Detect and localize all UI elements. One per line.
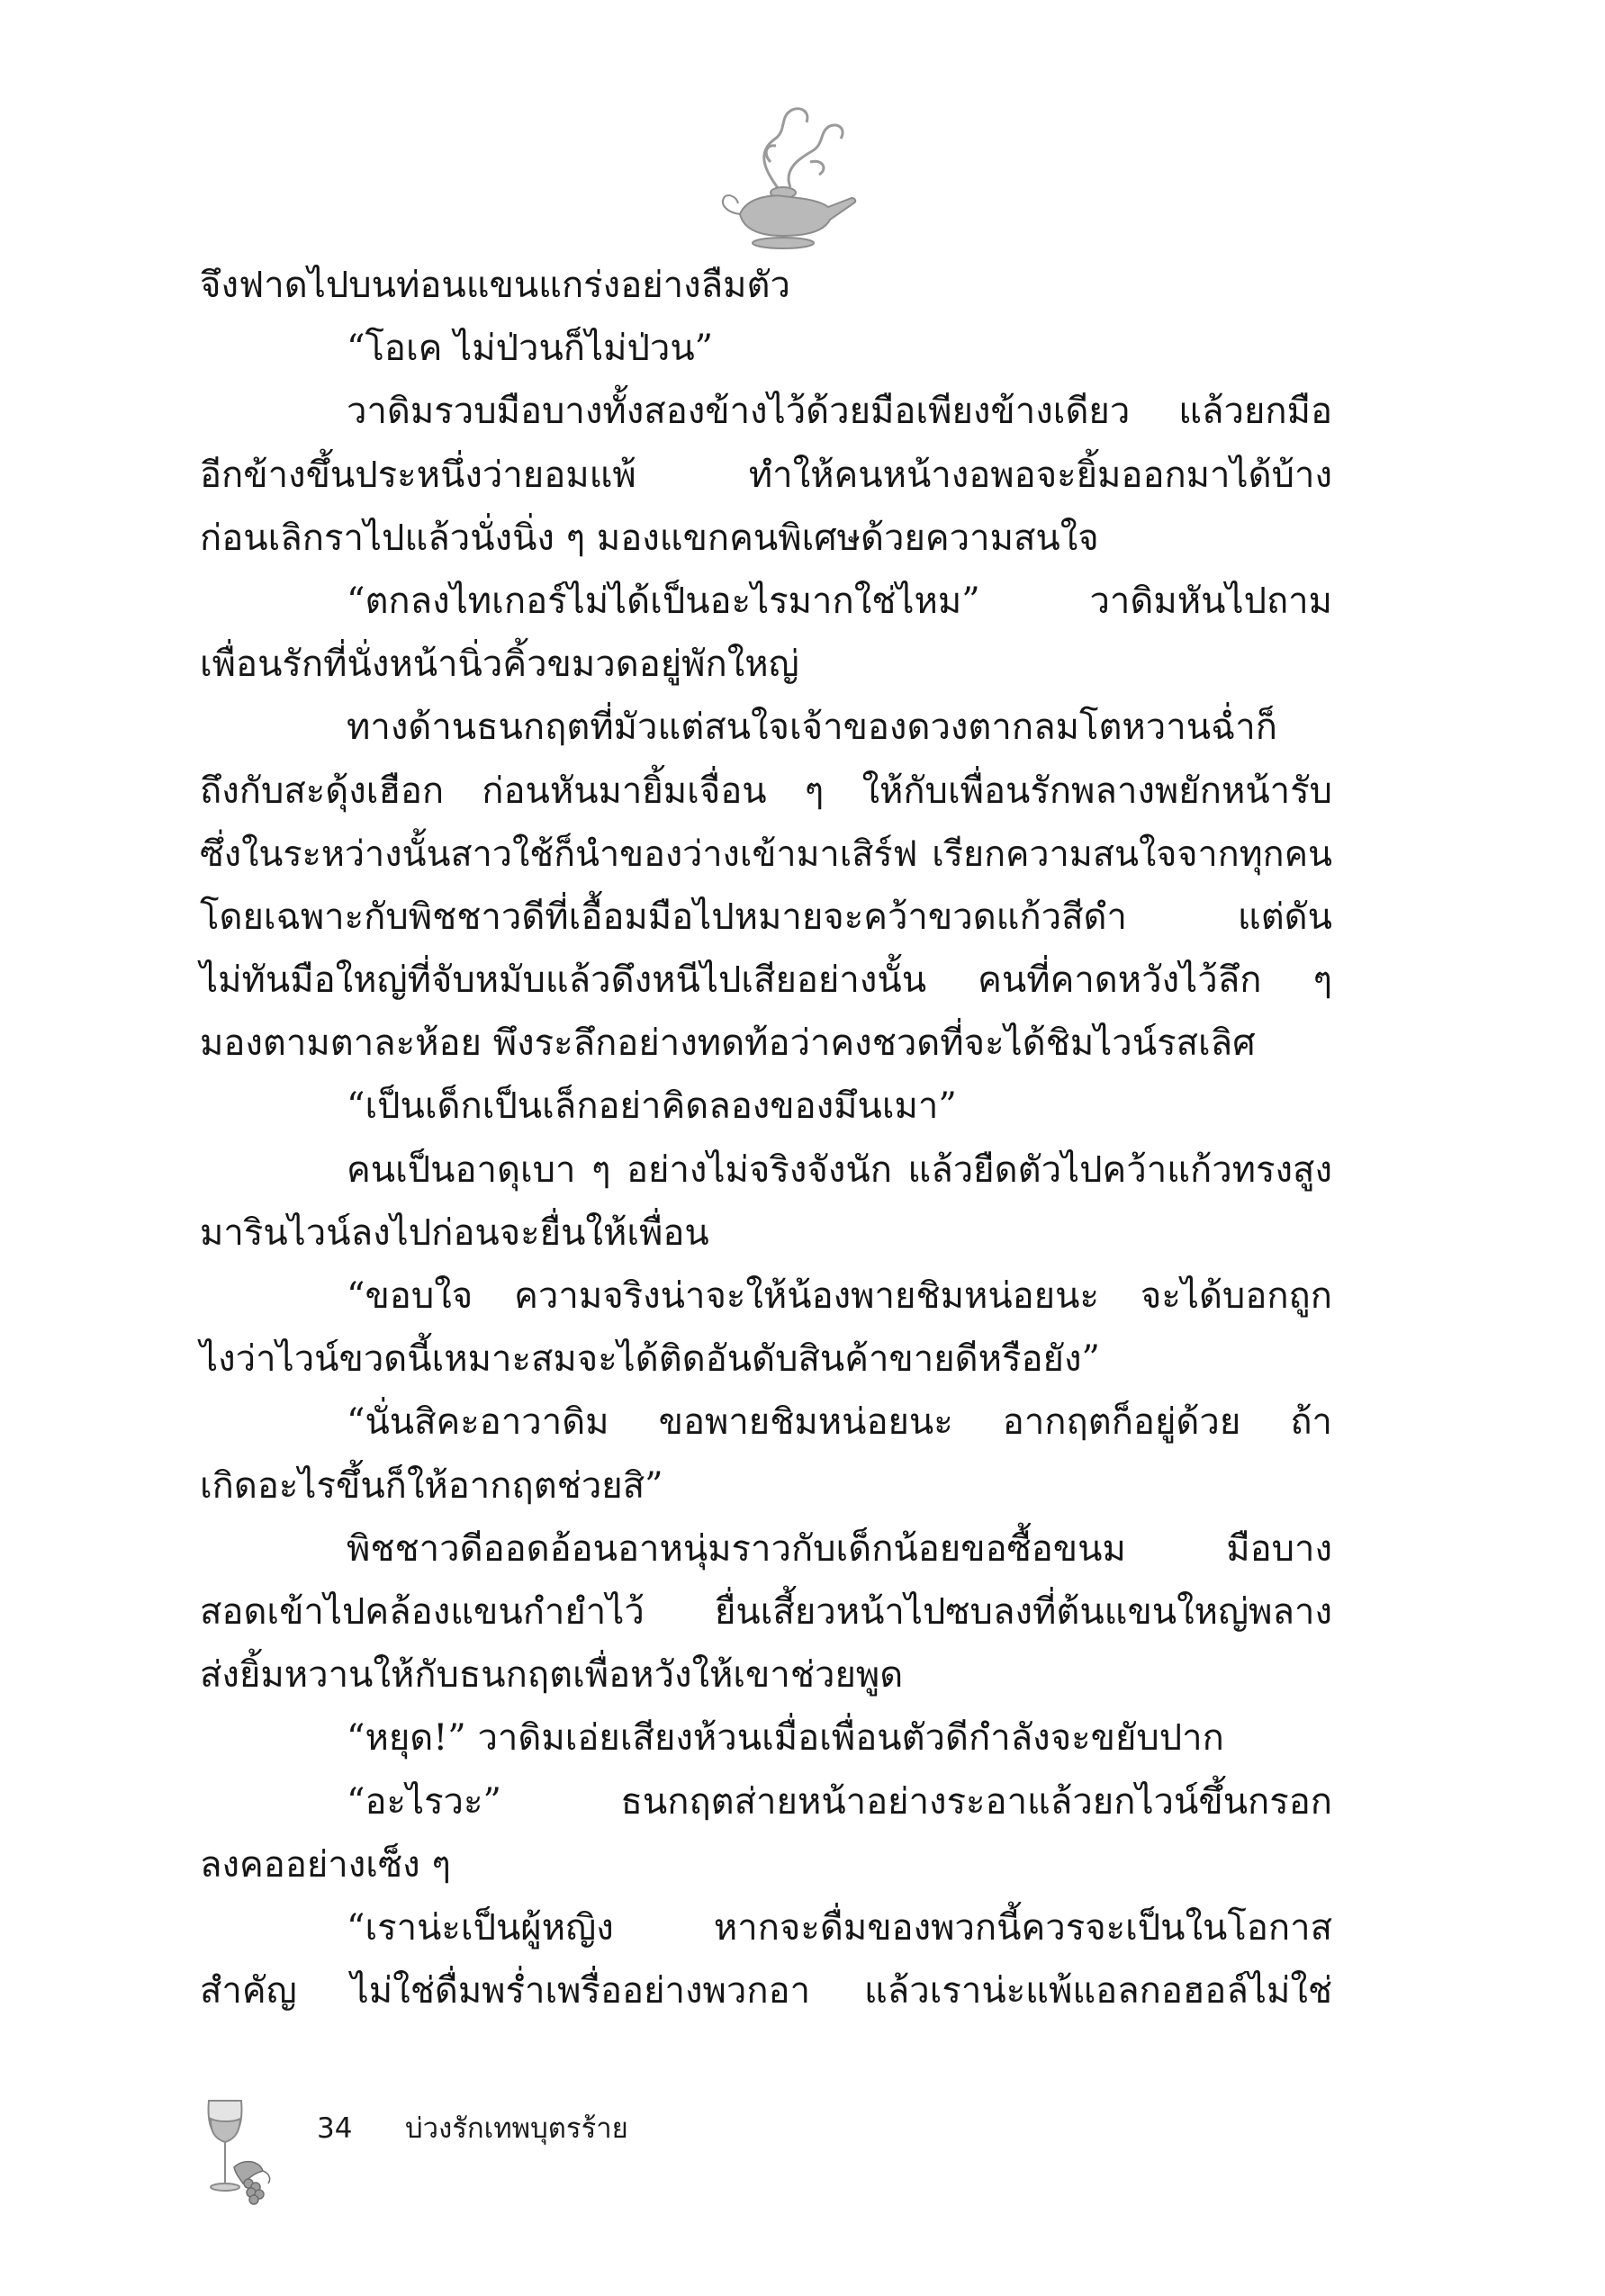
text-line: สอดเข้าไปคล้องแขนกำยำไว้ ยื่นเสี้ยวหน้าไปซบลงที่ต้นแขนใหญ่พลาง xyxy=(200,1590,1332,1633)
page-number: 34 xyxy=(317,2112,353,2145)
running-title: บ่วงรักเทพบุตรร้าย xyxy=(405,2112,628,2145)
genie-lamp-icon xyxy=(693,99,873,252)
text-line: ส่งยิ้มหวานให้กับธนกฤตเพื่อหวังให้เขาช่วยพูด xyxy=(200,1654,904,1697)
text-line: พิชชาวดีออดอ้อนอาหนุ่มราวกับเด็กน้อยขอซื้อขนม มือบาง xyxy=(347,1527,1332,1570)
text-line: เกิดอะไรขึ้นก็ให้อากฤตช่วยสิ” xyxy=(200,1464,663,1507)
text-line: ก่อนเลิกราไปแล้วนั่งนิ่ง ๆ มองแขกคนพิเศษด้วยความสนใจ xyxy=(200,517,1099,559)
text-line: “เราน่ะเป็นผู้หญิง หากจะดื่มของพวกนี้ควรจะเป็นในโอกาส xyxy=(347,1906,1332,1949)
text-line: สำคัญ ไม่ใช่ดื่มพร่ำเพรื่ออย่างพวกอา แล้วเราน่ะแพ้แอลกอฮอล์ไม่ใช่ xyxy=(200,1970,1332,2012)
text-line: “โอเค ไม่ป่วนก็ไม่ป่วน” xyxy=(347,328,714,370)
text-line: วาดิมรวบมือบางทั้งสองข้างไว้ด้วยมือเพียงข้างเดียว แล้วยกมือ xyxy=(347,391,1332,433)
text-line: “หยุด!” วาดิมเอ่ยเสียงห้วนเมื่อเพื่อนตัวดีกำลังจะขยับปาก xyxy=(347,1717,1224,1760)
text-line: ลงคออย่างเซ็ง ๆ xyxy=(200,1843,451,1886)
text-line: มารินไวน์ลงไปก่อนจะยื่นให้เพื่อน xyxy=(200,1211,709,1254)
text-line: คนเป็นอาดุเบา ๆ อย่างไม่จริงจังนัก แล้วยืดตัวไปคว้าแก้วทรงสูง xyxy=(347,1148,1332,1191)
text-line: “อะไรวะ” ธนกฤตส่ายหน้าอย่างระอาแล้วยกไวน์ขึ้นกรอก xyxy=(347,1780,1332,1823)
text-line: “ตกลงไทเกอร์ไม่ได้เป็นอะไรมากใช่ไหม” วาดิมหันไปถาม xyxy=(347,580,1332,622)
wine-glass-grapes-icon xyxy=(196,2097,279,2207)
body-text xyxy=(200,254,1332,2022)
text-line: ซึ่งในระหว่างนั้นสาวใช้ก็นำของว่างเข้ามาเสิร์ฟ เรียกความสนใจจากทุกคน xyxy=(200,833,1332,875)
text-line: ถึงกับสะดุ้งเฮือก ก่อนหันมายิ้มเจื่อน ๆ ให้กับเพื่อนรักพลางพยักหน้ารับ xyxy=(200,770,1332,812)
text-line: ไม่ทันมือใหญ่ที่จับหมับแล้วดึงหนีไปเสียอย่างนั้น คนที่คาดหวังไว้ลึก ๆ xyxy=(200,959,1332,1002)
text-line: “นั่นสิคะอาวาดิม ขอพายชิมหน่อยนะ อากฤตก็อยู่ด้วย ถ้า xyxy=(347,1401,1332,1444)
text-line: จึงฟาดไปบนท่อนแขนแกร่งอย่างลืมตัว xyxy=(200,265,790,306)
text-line: โดยเฉพาะกับพิชชาวดีที่เอื้อมมือไปหมายจะคว้าขวดแก้วสีดำ แต่ดัน xyxy=(200,896,1332,938)
text-line: เพื่อนรักที่นั่งหน้านิ่วคิ้วขมวดอยู่พักใหญ่ xyxy=(200,644,799,686)
text-line: “เป็นเด็กเป็นเล็กอย่าคิดลองของมึนเมา” xyxy=(347,1085,957,1128)
text-line: มองตามตาละห้อย พึงระลึกอย่างทดท้อว่าคงชวดที่จะได้ชิมไวน์รสเลิศ xyxy=(200,1022,1256,1065)
text-line: “ขอบใจ ความจริงน่าจะให้น้องพายชิมหน่อยนะ จะได้บอกถูก xyxy=(347,1275,1332,1317)
text-line: ทางด้านธนกฤตที่มัวแต่สนใจเจ้าของดวงตากลมโตหวานฉ่ำก็ xyxy=(347,707,1277,749)
text-line: อีกข้างขึ้นประหนึ่งว่ายอมแพ้ ทำให้คนหน้างอพอจะยิ้มออกมาได้บ้าง xyxy=(200,454,1332,496)
text-line: ไงว่าไวน์ขวดนี้เหมาะสมจะได้ติดอันดับสินค้าขายดีหรือยัง” xyxy=(200,1338,1100,1381)
